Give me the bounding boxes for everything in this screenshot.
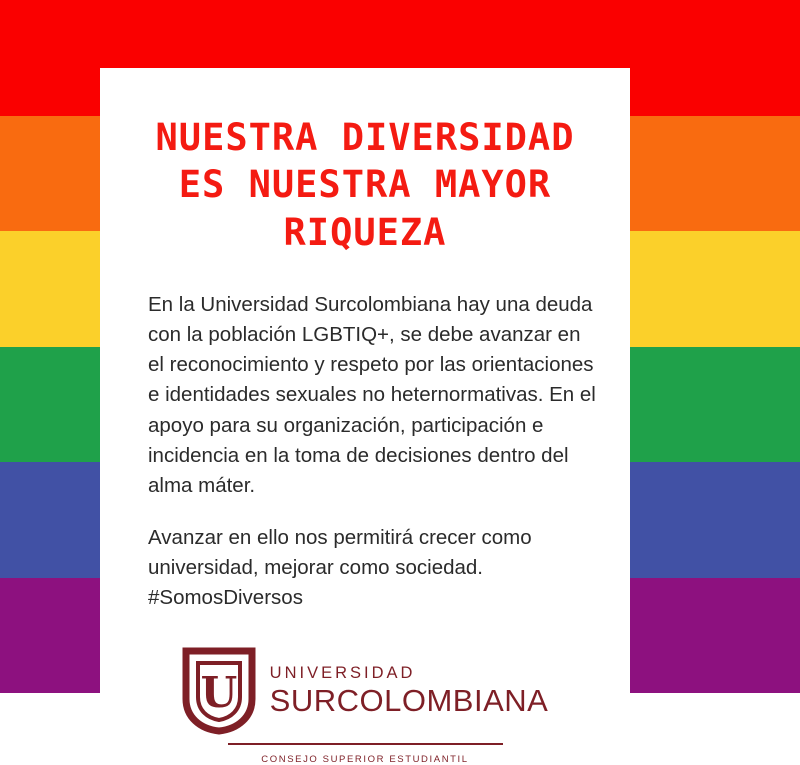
body-copy [134,290,596,613]
university-logo [134,647,596,765]
crest-icon [182,647,256,733]
svg-text:U: U [200,668,237,718]
logo-divider [228,743,503,745]
headline-line-3: RIQUEZA [283,210,447,254]
content-card [100,68,630,765]
divider-line [228,743,503,745]
wordmark-surcolombiana: SURCOLOMBIANA [269,683,549,719]
headline-line-1: NUESTRA DIVERSIDAD [155,116,575,159]
logo-row [182,647,549,733]
wordmark-universidad: UNIVERSIDAD [269,663,416,682]
paragraph-1: En la Universidad Surcolombiana hay una deuda con la población LGBTIQ+, se debe avanzar en el reconocimiento y respeto por las orientaciones e identidades sexuales no heternormativas. En el apoyo para su organización, participación e incidencia en la toma de decisiones dentro del alma máter. [148,293,596,497]
paragraph-2: Avanzar en ello nos permitirá crecer como universidad, mejorar como sociedad. #SomosDiversos [148,525,532,610]
wordmark [270,665,549,717]
page-title [134,114,596,256]
logo-caption: CONSEJO SUPERIOR ESTUDIANTIL [261,754,469,765]
headline-line-2: ES NUESTRA MAYOR [178,163,552,207]
